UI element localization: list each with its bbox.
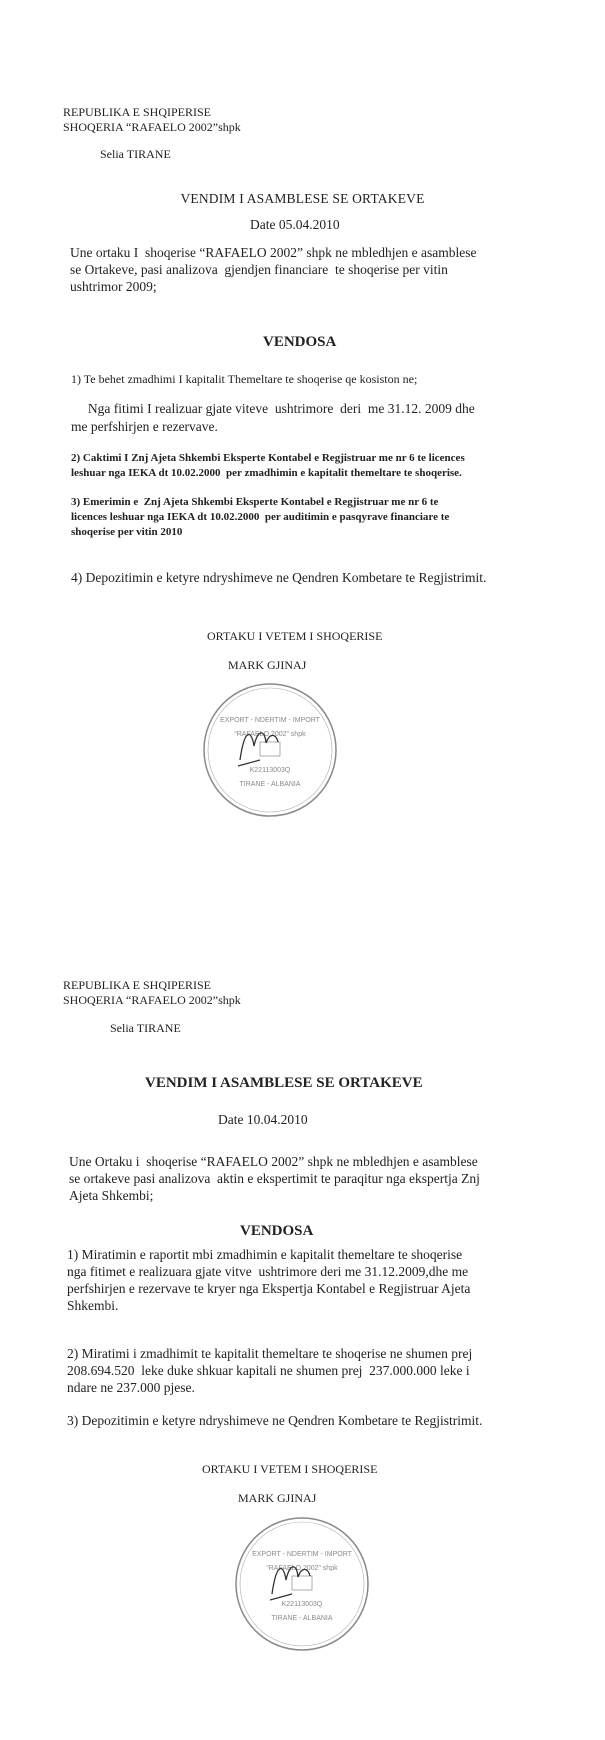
stamp-city-text: TIRANE - ALBANIA: [271, 1615, 333, 1622]
stamp-outer-text: EXPORT - NDERTIM - IMPORT: [220, 717, 320, 724]
decision-heading: VENDOSA: [263, 334, 337, 350]
decision-item-3: 3) Emerimin e Znj Ajeta Shkembi Eksperte Kontabel e Regjistruar me nr 6 te licences leshuar nga IEKA dt 10.02.2000 per auditimin e pasqyrave financiare te shoqerise per vitin 2010: [71, 496, 450, 538]
document-date: Date 05.04.2010: [250, 217, 340, 232]
decision-item-1: 1) Miratimin e raportit mbi zmadhimin e kapitalit themeltare te shoqerise nga fitimet e realizuara gjate vitve ushtrimore deri me 31.12.2009,dhe me perfshirjen e rezervave te kryer nga Ekspertja Kontabel e Regjistruar Ajeta Shkembi.: [67, 1247, 471, 1313]
intro-paragraph: Une Ortaku i shoqerise “RAFAELO 2002” shpk ne mbledhjen e asamblese se ortakeve pasi analizova aktin e ekspertimit te paraqitur nga ekspertja Znj Ajeta Shkembi;: [69, 1154, 480, 1203]
document-title: VENDIM I ASAMBLESE SE ORTAKEVE: [145, 1075, 423, 1091]
stamp-inner-text: “RAFAELO 2002” shpk: [234, 731, 306, 738]
company-stamp: [232, 1514, 372, 1654]
document-title: VENDIM I ASAMBLESE SE ORTAKEVE: [180, 191, 425, 206]
decision-item-1-detail: Nga fitimi I realizuar gjate viteve ushtrimore deri me 31.12. 2009 dhe me perfshirjen e rezervave.: [71, 401, 475, 434]
header-republic: REPUBLIKA E SHQIPERISE: [63, 105, 212, 119]
document-date: Date 10.04.2010: [218, 1112, 308, 1127]
stamp-code-text: K22113003Q: [281, 1601, 323, 1608]
seat: Selia TIRANE: [110, 1021, 181, 1035]
signatory-title: ORTAKU I VETEM I SHOQERISE: [207, 629, 383, 643]
stamp-code-text: K22113003Q: [249, 767, 291, 774]
decision-item-1: 1) Te behet zmadhimi I kapitalit Themeltare te shoqerise qe kosiston ne;: [71, 372, 418, 386]
signatory-name: MARK GJINAJ: [228, 658, 307, 672]
decision-item-4: 4) Depozitimin e ketyre ndryshimeve ne Qendren Kombetare te Regjistrimit.: [71, 570, 487, 585]
signatory-name: MARK GJINAJ: [238, 1491, 317, 1505]
stamp-outer-text: EXPORT - NDERTIM - IMPORT: [252, 1551, 352, 1558]
header-company: SHOQERIA “RAFAELO 2002”shpk: [63, 993, 241, 1007]
header-company: SHOQERIA “RAFAELO 2002”shpk: [63, 120, 241, 134]
decision-item-2: 2) Caktimi I Znj Ajeta Shkembi Eksperte Kontabel e Regjistruar me nr 6 te licences leshuar nga IEKA dt 10.02.2000 per zmadhimin e kapitalit themeltare te shoqerise.: [71, 452, 465, 479]
intro-paragraph: Une ortaku I shoqerise “RAFAELO 2002” shpk ne mbledhjen e asamblese se Ortakeve, pasi analizova gjendjen financiare te shoqerise per vitin ushtrimor 2009;: [70, 245, 477, 294]
stamp-inner-text: “RAFAELO 2002” shpk: [266, 1565, 338, 1572]
header-republic: REPUBLIKA E SHQIPERISE: [63, 978, 212, 992]
decision-item-2: 2) Miratimi i zmadhimit te kapitalit themeltare te shoqerise ne shumen prej 208.694.520 leke duke shkuar kapitali ne shumen prej 237.000.000 leke i ndare ne 237.000 pjese.: [67, 1346, 473, 1395]
decision-item-3: 3) Depozitimin e ketyre ndryshimeve ne Qendren Kombetare te Regjistrimit.: [67, 1413, 483, 1428]
stamp-city-text: TIRANE - ALBANIA: [239, 781, 301, 788]
signatory-title: ORTAKU I VETEM I SHOQERISE: [202, 1462, 378, 1476]
seat: Selia TIRANE: [100, 147, 171, 161]
decision-heading: VENDOSA: [240, 1223, 314, 1239]
company-stamp: [200, 680, 340, 820]
